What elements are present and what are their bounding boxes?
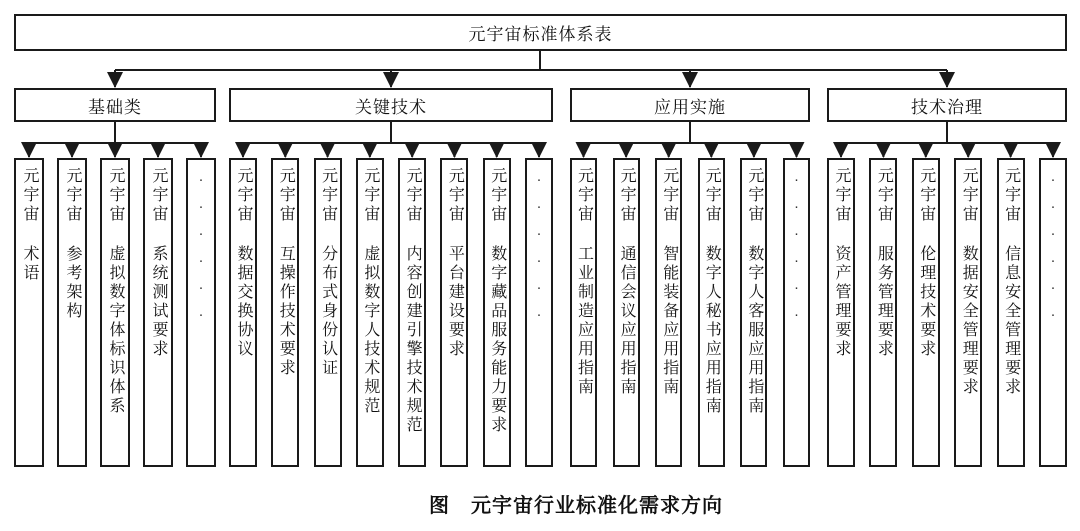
ellipsis-dots: ······ <box>530 171 548 333</box>
ellipsis-dots: ······ <box>1044 171 1062 333</box>
node-name: 系统测试要求 <box>150 245 167 359</box>
node-prefix: 元宇宙 <box>404 167 422 224</box>
node-name: 数字藏品服务能力要求 <box>488 245 506 435</box>
node-prefix: 元宇宙 <box>1002 167 1020 224</box>
node-prefix: 元宇宙 <box>618 167 636 224</box>
node-name: 分布式身份认证 <box>319 245 337 378</box>
standard-node <box>997 158 1025 467</box>
ellipsis-dots: ······ <box>192 171 210 333</box>
node-prefix: 元宇宙 <box>660 167 678 224</box>
node-prefix: 元宇宙 <box>446 167 464 224</box>
node-prefix: 元宇宙 <box>277 167 295 224</box>
standard-node <box>398 158 426 467</box>
category-label: 应用实施 <box>654 97 726 117</box>
node-name: 互操作技术要求 <box>277 245 295 378</box>
node-name: 参考架构 <box>64 245 81 321</box>
standard-node <box>440 158 468 467</box>
node-prefix: 元宇宙 <box>361 167 379 224</box>
standard-node <box>613 158 640 467</box>
standard-node <box>483 158 511 467</box>
category-box-4 <box>827 88 1067 122</box>
ellipsis-node <box>525 158 553 467</box>
node-prefix: 元宇宙 <box>833 167 850 224</box>
node-prefix: 元宇宙 <box>960 167 978 224</box>
standard-node <box>229 158 257 467</box>
node-name: 数据交换协议 <box>235 245 252 359</box>
node-prefix: 元宇宙 <box>575 167 593 224</box>
node-name: 信息安全管理要求 <box>1002 245 1020 397</box>
standard-node <box>869 158 897 467</box>
node-name: 通信会议应用指南 <box>618 245 636 397</box>
node-prefix: 元宇宙 <box>21 167 38 224</box>
root-node-box <box>14 14 1067 51</box>
node-prefix: 元宇宙 <box>745 167 763 224</box>
node-prefix: 元宇宙 <box>917 167 935 224</box>
node-name: 虚拟数字人技术规范 <box>361 245 379 416</box>
node-prefix: 元宇宙 <box>703 167 721 224</box>
node-name: 资产管理要求 <box>833 245 850 359</box>
node-prefix: 元宇宙 <box>488 167 506 224</box>
category-label: 基础类 <box>88 97 142 117</box>
category-box-3 <box>570 88 810 122</box>
node-name: 术语 <box>21 245 38 283</box>
node-name: 虚拟数字体标识体系 <box>107 245 124 416</box>
node-name: 数字人客服应用指南 <box>745 245 763 416</box>
standard-node <box>912 158 940 467</box>
node-prefix: 元宇宙 <box>235 167 252 224</box>
standard-node <box>14 158 44 467</box>
node-name: 数字人秘书应用指南 <box>703 245 721 416</box>
node-prefix: 元宇宙 <box>107 167 124 224</box>
ellipsis-node <box>1039 158 1067 467</box>
node-name: 工业制造应用指南 <box>575 245 593 397</box>
standard-node <box>143 158 173 467</box>
node-name: 内容创建引擎技术规范 <box>404 245 422 435</box>
figure-caption: 图 元宇宙行业标准化需求方向 <box>429 495 723 517</box>
node-name: 智能装备应用指南 <box>660 245 678 397</box>
standard-node <box>271 158 299 467</box>
category-label: 技术治理 <box>911 97 983 117</box>
category-label: 关键技术 <box>355 97 427 117</box>
standard-node <box>100 158 130 467</box>
standard-node <box>740 158 767 467</box>
ellipsis-node <box>783 158 810 467</box>
node-prefix: 元宇宙 <box>875 167 893 224</box>
standard-node <box>655 158 682 467</box>
ellipsis-node <box>186 158 216 467</box>
standard-node <box>570 158 597 467</box>
standard-node <box>57 158 87 467</box>
node-prefix: 元宇宙 <box>64 167 81 224</box>
category-box-2 <box>229 88 553 122</box>
node-name: 平台建设要求 <box>446 245 464 359</box>
standard-node <box>954 158 982 467</box>
node-name: 服务管理要求 <box>875 245 893 359</box>
standard-node <box>356 158 384 467</box>
category-box-1 <box>14 88 216 122</box>
node-prefix: 元宇宙 <box>319 167 337 224</box>
standard-node <box>314 158 342 467</box>
root-node-label: 元宇宙标准体系表 <box>468 25 613 44</box>
standard-node <box>827 158 855 467</box>
ellipsis-dots: ······ <box>788 171 805 333</box>
node-prefix: 元宇宙 <box>150 167 167 224</box>
node-name: 伦理技术要求 <box>917 245 935 359</box>
standard-node <box>698 158 725 467</box>
node-name: 数据安全管理要求 <box>960 245 978 397</box>
